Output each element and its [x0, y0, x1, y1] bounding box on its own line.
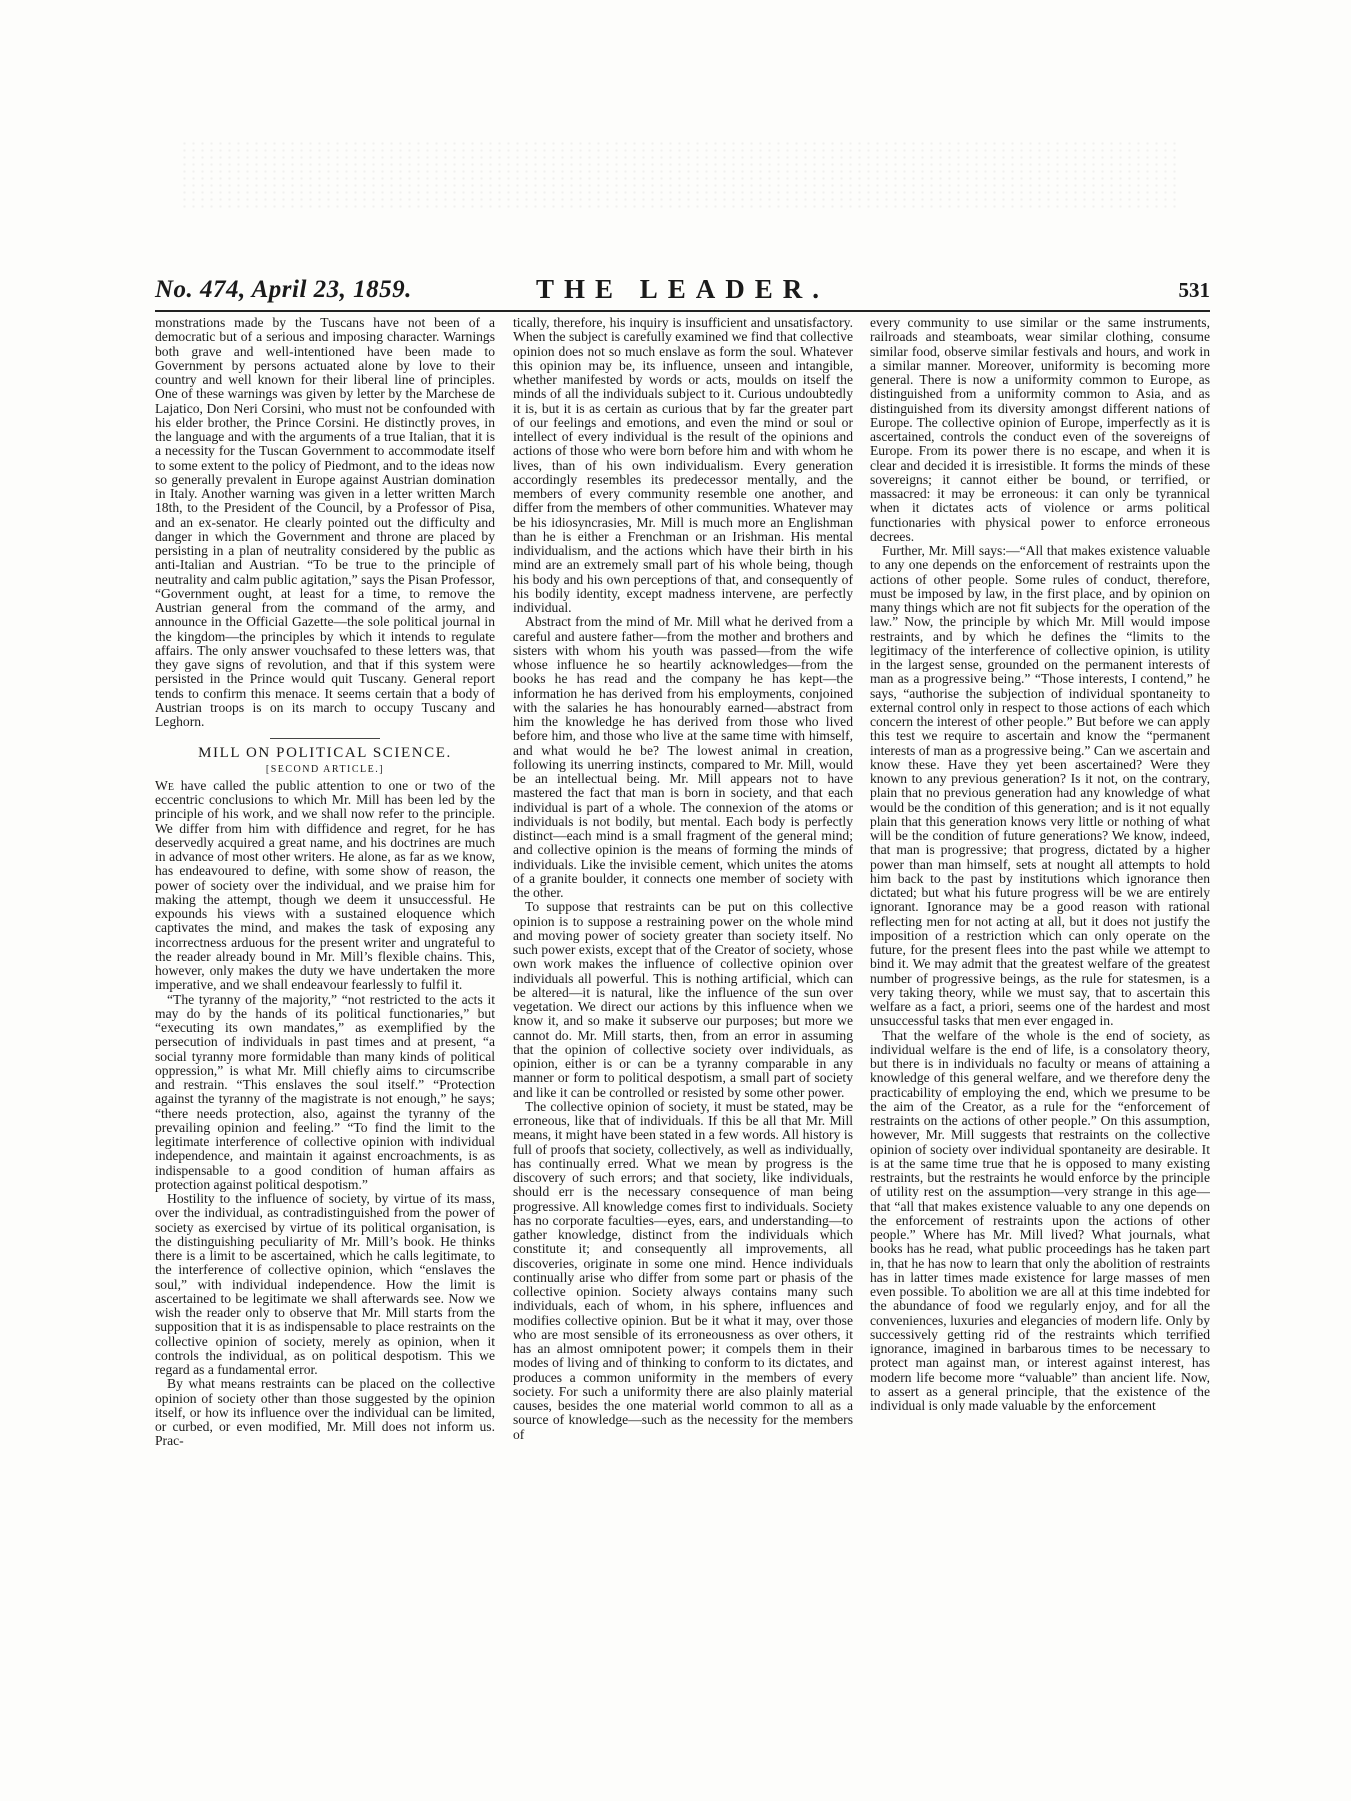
paragraph-text: have called the public attention to one or two of the eccentric conclusions to which Mr. Mill has been led by the principle of his work, and we shall now refer to the principle. We differ from him with diffidence and regret, for he has deservedly acquired a great name, and his doctrines are much in advance of most other writers. He alone, as far as we know, has endeavoured to define, with some show of reason, the power of society over the individual, and we praise him for making the attempt, though we deem it unsuccessful. He expounds his views with a sustained eloquence which captivates the mind, and makes the task of exposing any incorrectness arduous for the present writer and ungrateful to the reader already bound in Mr. Mill’s flexible chains. This, however, only makes the duty we have undertaken the more imperative, and we shall endeavour fearlessly to fulfil it.: [155, 777, 495, 993]
section-divider: [270, 738, 380, 739]
paragraph: That the welfare of the whole is the end of society, as individual welfare is the end of life, is a consolatory theory, but there is in individuals no faculty or means of attaining a knowledge of this general welfare, and we therefore deny the practicability of employing the end, which we presume to be the aim of the Creator, as a rule for the “enforcement of restraints on the actions of other people.” On this assumption, however, Mr. Mill suggests that restraints on the collective opinion of society over individual spontaneity are desirable. It is at the same time true that he is opposed to many existing restraints, but the restraints he would enforce by the principle of utility rest on the assumption—very strange in this age—that “all that makes existence valuable to any one depends on the enforcement of restraints upon the actions of other people.” Where has Mr. Mill lived? What journals, what books has he read, what public proceedings has he taken part in, that he has now to learn that only the abolition of restraints has in latter times made existence for large masses of men even possible. To abolition we are all at this time indebted for the abundance of food we regularly enjoy, and for all the conveniences, luxuries and elegancies of modern life. Only by successively getting rid of the restraints which terrified ignorance, imagined in barbarous times to be necessary to protect man against man, or interest against interest, has modern life become more “valuable” than ancient life. Now, to assert as a general principle, that the existence of the individual is only made valuable by the enforcement: [870, 1027, 1210, 1413]
lead-word: We: [155, 777, 174, 793]
newspaper-title: THE LEADER.: [535, 274, 830, 304]
article-subtitle: [SECOND ARTICLE.]: [265, 763, 385, 775]
article-title: MILL ON POLITICAL SCIENCE.: [198, 745, 452, 762]
paragraph: Hostility to the influence of society, by virtue of its mass, over the individual, as contradistinguished from the power of society as exercised by virtue of its political organisation, is the distinguishing peculiarity of Mr. Mill’s book. He thinks there is a limit to be ascertained, which he calls legitimate, to the interference of collective opinion, which “enslaves the soul,” with individual independence. How the limit is ascertained to be legitimate we shall afterwards see. Now we wish the reader only to observe that Mr. Mill starts from the supposition that it is as indispensable to place restraints on the collective opinion of society, merely as opinion, when it controls the individual, as on political despotism. This we regard as a fundamental error.: [155, 1191, 495, 1377]
header-rule: [155, 310, 1210, 312]
paragraph: tically, therefore, his inquiry is insufficient and unsatisfactory. When the subject is carefully examined we find that collective opinion does not so much enslave as form the soul. Whatever this opinion may be, its influence, unseen and intangible, whether manifested by words or acts, moulds on itself the minds of all the individuals subject to it. Curious undoubtedly it is, but it is as certain as curious that by far the greater part of our feelings and emotions, and even the mind or soul or intellect of every individual is the result of the opinions and actions of those who were born before him and with whom he lives, than of his own individualism. Every generation accordingly resembles its predecessor mentally, and the members of every community resemble one another, and differ from the members of other communities. Whatever may be his idiosyncrasies, Mr. Mill is much more an Englishman than he is either a Frenchman or an Irishman. His mental individualism, and the actions which have their birth in his mind are an extremely small part of his whole being, though his body and his own perceptions of that, and consequently of his bodily identity, except madness intervene, are perfectly individual.: [513, 316, 853, 615]
paragraph: “The tyranny of the majority,” “not restricted to the acts it may do by the hands of its political functionaries,” but “executing its own mandates,” as exemplified by the persecution of individuals in past times and at present, “a social tyranny more formidable than many kinds of political oppression,” is what Mr. Mill chiefly aims to circumscribe and restrain. “This enslaves the soul itself.” “Protection against the tyranny of the magistrate is not enough,” he says; “there needs protection, also, against the tyranny of the prevailing opinion and feeling.” “To find the limit to the legitimate interference of collective opinion with individual independence, and maintain it against encroachments, is as indispensable to a good condition of human affairs as protection against political despotism.”: [155, 991, 495, 1192]
column-3: [870, 316, 1210, 1591]
column-2: [513, 316, 853, 1591]
paragraph: Abstract from the mind of Mr. Mill what he derived from a careful and austere father—from the mother and brothers and sisters with whom his youth was passed—from the wife whose influence he so heartily acknowledges—from the books he has read and the company he has kept—the information he has derived from his employments, conjoined with the salaries he has honourably earned—abstract from him the knowledge he has derived from those who lived before him, and those who live at the same time with himself, and what would he be? The lowest animal in creation, following its unerring instincts, compared to Mr. Mill, would be an intellectual being. Mr. Mill appears not to have mastered the fact that man is born in society, and that each individual is part of a whole. The connexion of the atoms or individuals is not bodily, but mental. Each body is perfectly distinct—each mind is a small fragment of the general mind; and collective opinion is the means of forming the minds of individuals. Like the invisible cement, which unites the atoms of a granite boulder, it connects one member of society with the other.: [513, 614, 853, 900]
issue-date: No. 474, April 23, 1859.: [155, 276, 412, 303]
paragraph: Further, Mr. Mill says:—“All that makes existence valuable to any one depends on the enforcement of restraints upon the actions of other people. Some rules of conduct, therefore, must be imposed by law, in the first place, and by opinion on many things which are not fit subjects for the operation of the law.” Now, the principle by which Mr. Mill would impose restraints, and by which he defines the “limits to the legitimacy of the interference of collective opinion, is utility in the largest sense, grounded on the permanent interests of man as a progressive being.” “Those interests, I contend,” he says, “authorise the subjection of individual spontaneity to external control only in respect to those actions of each which concern the interest of other people.” But before we can apply this test we require to ascertain and know the “permanent interests of man as a progressive being.” Can we ascertain and know these. Have they yet been ascertained? Were they known to any previous generation? Is it not, on the contrary, plain that no previous generation had any knowledge of what would be the condition of this generation; and is it not equally plain that this generation knows very little or nothing of what will be the condition of future generations? We know, indeed, that man is progressive; that progress, dictated by a higher power than man himself, sets at nought all attempts to hold him back to the past by institutions which ignorance then dictated; but what his future progress will be we are entirely ignorant. Ignorance may be a good reason with rational reflecting men for not acting at all, but it does not justify the imposition of a restriction which can only operate on the future, for the present flees into the past while we attempt to bind it. We may admit that the greatest welfare of the greatest number of progressive beings, as the rule for statesmen, is a very taking theory, while we must say, that to ascertain this welfare as a fact, a priori, seems one of the hardest and most unsuccessful tasks that men ever engaged in.: [870, 543, 1210, 1029]
paragraph: every community to use similar or the same instruments, railroads and steamboats, wear similar clothing, consume similar food, observe similar festivals and hours, and work in a similar manner. Moreover, uniformity is becoming more general. There is now a uniformity common to Europe, as distinguished from a uniformity common to Asia, and as distinguished from its diversity amongst different nations of Europe. The collective opinion of Europe, imperfectly as it is ascertained, controls the conduct even of the sovereigns of Europe. From its power there is no escape, and when it is clear and decided it is irresistible. It forms the minds of these sovereigns; it cannot either be bound, or terrified, or massacred: it may be erroneous: it can only be tyrannical when it dictates acts of violence or arms political functionaries with physical power to enforce erroneous decrees.: [870, 316, 1210, 544]
paragraph: By what means restraints can be placed on the collective opinion of society other than those suggested by the opinion itself, or how its influence over the individual can be limited, or curbed, or even modified, Mr. Mill does not inform us. Prac-: [155, 1376, 495, 1449]
page-number: 531: [1178, 278, 1210, 302]
paragraph: To suppose that restraints can be put on this collective opinion is to suppose a restraining power on the whole mind and moving power of society greater than society itself. No such power exists, except that of the Creator of society, whose own work makes the influence of collective opinion over individuals all powerful. This is nothing artificial, which can be altered—it is natural, like the influence of the sun over vegetation. We direct our actions by this influence when we know it, and so make it subserve our purposes; but more we cannot do. Mr. Mill starts, then, from an error in assuming that the opinion of collective society over individuals, as opinion, either is or can be a tyranny comparable in any manner or form to political despotism, a small part of society and like it can be controlled or resisted by some other power.: [513, 899, 853, 1100]
paragraph: [155, 779, 495, 993]
column-1: [155, 316, 495, 1591]
masthead: [155, 274, 1210, 304]
paragraph: monstrations made by the Tuscans have not been of a democratic but of a serious and imposing character. Warnings both grave and well-intentioned have been made to Government by persons actuated alone by love to their country and well known for their liberal line of principles. One of these warnings was given by letter by the Marchese de Lajatico, Don Neri Corsini, who must not be confounded with his elder brother, the Prince Corsini. He distinctly proves, in the language and with the arguments of a true Italian, that it is a necessity for the Tuscan Government to accommodate itself to some extent to the policy of Piedmont, and to the ideas now so generally prevalent in Europe against Austrian domination in Italy. Another warning was given in a letter written March 18th, to the President of the Council, by a Professor of Pisa, and an ex-senator. He clearly pointed out the difficulty and danger in which the Government and throne are placed by persisting in a plan of neutrality considered by the public as anti-Italian and Austrian. “To be true to the principle of neutrality and calm public agitation,” says the Pisan Professor, “Government ought, at least for a time, to remove the Austrian general from the command of the army, and announce in the Official Gazette—the sole political journal in the kingdom—the principles by which it intends to regulate affairs. The only answer vouchsafed to these letters was, that they gave signs of revolution, and that if this system were persisted in the Prince would quit Tuscany. General report tends to confirm this menace. It seems certain that a body of Austrian troops is on its march to occupy Tuscany and Leghorn.: [155, 316, 495, 729]
scan-noise: [180, 140, 1180, 210]
paragraph: The collective opinion of society, it must be stated, may be erroneous, like that of individuals. If this be all that Mr. Mill means, it might have been stated in a few words. All history is full of proofs that society, collectively, as well as individually, has continually erred. What we mean by progress is the discovery of such errors; and that society, like individuals, should err is the necessary consequence of man being progressive. All knowledge comes first to individuals. Society has no corporate faculties—eyes, ears, and understanding—to gather knowledge, distinct from the individuals which constitute it; and consequently all improvements, all discoveries, originate in some one mind. Hence individuals continually arise who differ from some part or phasis of the collective opinion. Society always contains many such individuals, each of whom, in his sphere, influences and modifies collective opinion. But be it what it may, over those who are most sensible of its erroneousness as over others, it has an almost omnipotent power; it compels them in their modes of living and of thinking to conform to its dictates, and produces a common uniformity in the members of every society. For such a uniformity there are also plainly material causes, besides the one material world common to all as a source of knowledge—such as the necessity for the members of: [513, 1098, 853, 1442]
